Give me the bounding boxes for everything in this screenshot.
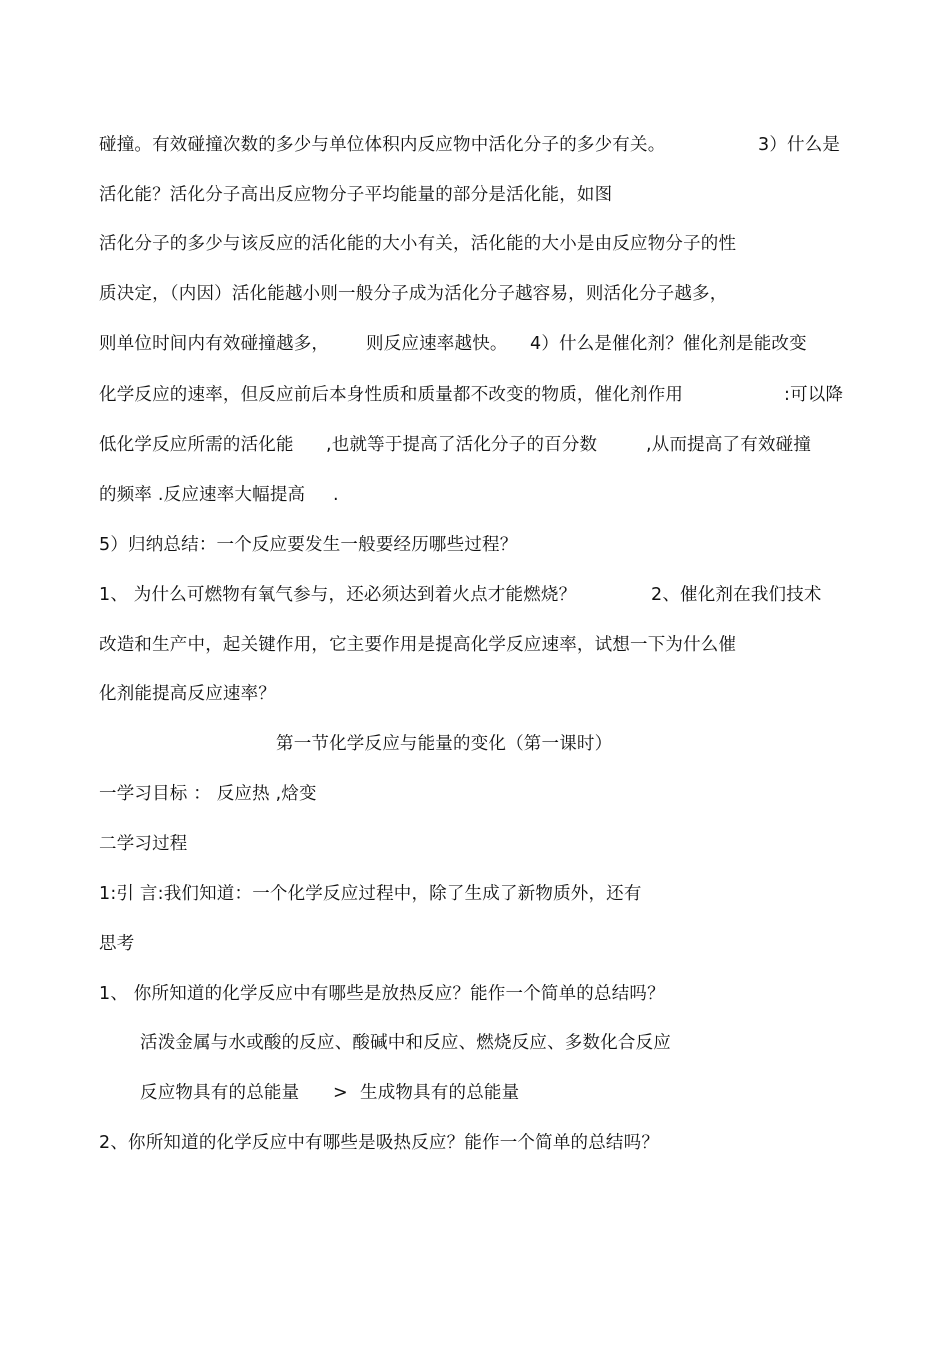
text-line: 的频率 .反应速率大幅提高 <box>99 485 306 505</box>
text-line: 则单位时间内有效碰撞越多， <box>99 334 330 354</box>
text-line: 化剂能提高反应速率？ <box>99 684 276 704</box>
text-line: 3）什么是 <box>758 135 841 155</box>
text-line: 则反应速率越快。 <box>366 334 508 354</box>
text-line: 活泼金属与水或酸的反应、酸碱中和反应、燃烧反应、多数化合反应 <box>140 1033 671 1053</box>
text-line: 活化能？活化分子高出反应物分子平均能量的部分是活化能，如图 <box>99 185 613 205</box>
text-line: 改造和生产中，起关键作用，它主要作用是提高化学反应速率，试想一下为什么催 <box>99 635 737 655</box>
text-line: 思考 <box>99 934 135 954</box>
text-line: 质决定，（内因）活化能越小则一般分子成为活化分子越容易，则活化分子越多， <box>99 284 728 304</box>
text-line: 生成物具有的总能量 <box>360 1083 520 1103</box>
text-line: 化学反应的速率，但反应前后本身性质和质量都不改变的物质，催化剂作用 <box>99 385 684 405</box>
text-line: 二学习过程 <box>99 834 188 854</box>
text-line: 一学习目标 ： 反应热 ,焓变 <box>99 784 317 804</box>
text-line: :可以降 <box>784 385 844 405</box>
text-line: 反应物具有的总能量 <box>140 1083 300 1103</box>
text-line: > <box>333 1083 348 1103</box>
text-line: 1:引 言:我们知道：一个化学反应过程中，除了生成了新物质外，还有 <box>99 884 642 904</box>
text-line: ,从而提高了有效碰撞 <box>646 435 812 455</box>
text-line: ,也就等于提高了活化分子的百分数 <box>326 435 598 455</box>
text-line: 碰撞。有效碰撞次数的多少与单位体积内反应物中活化分子的多少有关。 <box>99 135 666 155</box>
text-line: 2、催化剂在我们技术 <box>651 585 822 605</box>
text-line: 活化分子的多少与该反应的活化能的大小有关，活化能的大小是由反应物分子的性 <box>99 234 737 254</box>
text-line: . <box>333 485 339 505</box>
text-line: 低化学反应所需的活化能 <box>99 435 294 455</box>
section-title: 第一节化学反应与能量的变化（第一课时） <box>276 734 613 754</box>
text-line: 1、 你所知道的化学反应中有哪些是放热反应？能作一个简单的总结吗？ <box>99 984 665 1004</box>
text-line: 4）什么是催化剂？催化剂是能改变 <box>530 334 807 354</box>
text-line: 2、你所知道的化学反应中有哪些是吸热反应？能作一个简单的总结吗？ <box>99 1133 660 1153</box>
text-line: 1、 为什么可燃物有氧气参与，还必须达到着火点才能燃烧？ <box>99 585 577 605</box>
text-line: 5）归纳总结：一个反应要发生一般要经历哪些过程？ <box>99 535 518 555</box>
